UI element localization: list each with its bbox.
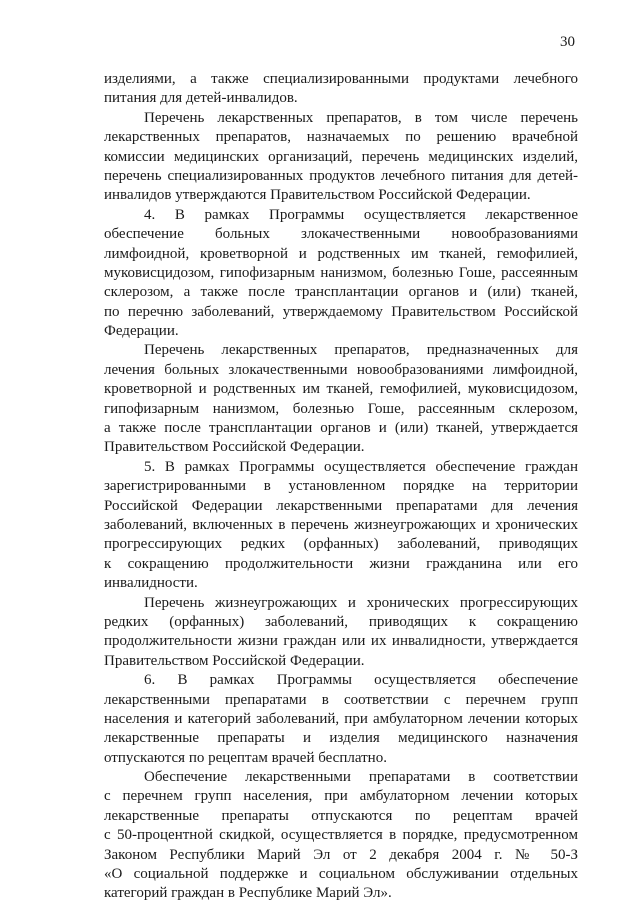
text-line: Перечень лекарственных препаратов, в том числе перечень <box>144 109 578 126</box>
text-line: инвалидов утверждаются Правительством Российской Федерации. <box>104 187 531 204</box>
text-line: кроветворной и родственных им тканей, гемофилией, муковисцидозом, <box>104 381 578 398</box>
text-line: «О социальной поддержке и социальном обслуживании отдельных <box>104 866 578 883</box>
text-line: Правительством Российской Федерации. <box>104 439 365 456</box>
text-line: Обеспечение лекарственными препаратами в соответствии <box>144 769 578 786</box>
text-line: Перечень жизнеугрожающих и хронических прогрессирующих <box>144 594 578 611</box>
text-line: лекарственные препараты и изделия медицинского назначения <box>104 730 578 747</box>
text-line: лекарственными препаратами в соответствии с перечнем групп <box>104 691 578 708</box>
text-line: с перечнем групп населения, при амбулаторном лечении которых <box>104 788 578 805</box>
text-line: комиссии медицинских организаций, перечень медицинских изделий, <box>104 148 578 165</box>
text-line: населения и категорий заболеваний, при амбулаторном лечении которых <box>104 710 578 727</box>
text-line: продолжительности жизни граждан или их инвалидности, утверждается <box>104 633 578 650</box>
text-line: а также после трансплантации органов и (или) тканей, утверждается <box>104 420 578 437</box>
text-line: зарегистрированными в установленном порядке на территории <box>104 478 578 495</box>
document-body <box>104 70 578 904</box>
text-line: лечения больных злокачественными новообразованиями лимфоидной, <box>104 361 578 378</box>
text-line: перечень специализированных продуктов лечебного питания для детей- <box>104 167 578 184</box>
text-line: питания для детей-инвалидов. <box>104 90 298 107</box>
text-line: Правительством Российской Федерации. <box>104 652 365 669</box>
text-line: гипофизарным нанизмом, болезнью Гоше, рассеянным склерозом, <box>104 400 578 417</box>
text-line: Российской Федерации лекарственными препаратами для лечения <box>104 497 578 514</box>
text-line: обеспечение больных злокачественными новообразованиями <box>104 226 578 243</box>
text-line: склерозом, а также после трансплантации органов и (или) тканей, <box>104 284 578 301</box>
text-line: прогрессирующих редких (орфанных) заболеваний, приводящих <box>104 536 578 553</box>
text-line: Законом Республики Марий Эл от 2 декабря 2004 г. № 50-З <box>104 846 578 863</box>
text-line: 4. В рамках Программы осуществляется лекарственное <box>144 206 578 223</box>
text-line: изделиями, а также специализированными продуктами лечебного <box>104 71 578 87</box>
text-line: инвалидности. <box>104 575 198 592</box>
text-line: муковисцидозом, гипофизарным нанизмом, болезнью Гоше, рассеянным <box>104 264 578 281</box>
text-line: лекарственные препараты отпускаются по рецептам врачей <box>104 807 578 824</box>
text-line: 5. В рамках Программы осуществляется обеспечение граждан <box>144 458 578 475</box>
text-line: лекарственных препаратов, назначаемых по решению врачебной <box>104 129 578 146</box>
text-line: с 50-процентной скидкой, осуществляется в порядке, предусмотренном <box>104 827 578 844</box>
text-line: заболеваний, включенных в перечень жизнеугрожающих и хронических <box>104 516 578 533</box>
text-line: лимфоидной, кроветворной и родственных им тканей, гемофилией, <box>104 245 578 262</box>
text-line: 6. В рамках Программы осуществляется обеспечение <box>144 672 578 689</box>
page-number: 30 <box>560 34 575 50</box>
text-line: категорий граждан в Республике Марий Эл». <box>104 885 392 902</box>
text-line: к сокращению продолжительности жизни гражданина или его <box>104 555 578 572</box>
text-line: отпускаются по рецептам врачей бесплатно. <box>104 749 387 766</box>
text-line: Перечень лекарственных препаратов, предназначенных для <box>144 342 578 359</box>
text-line: редких (орфанных) заболеваний, приводящих к сокращению <box>104 613 578 630</box>
text-line: Федерации. <box>104 323 179 340</box>
text-line: по перечню заболеваний, утверждаемому Правительством Российской <box>104 303 578 320</box>
